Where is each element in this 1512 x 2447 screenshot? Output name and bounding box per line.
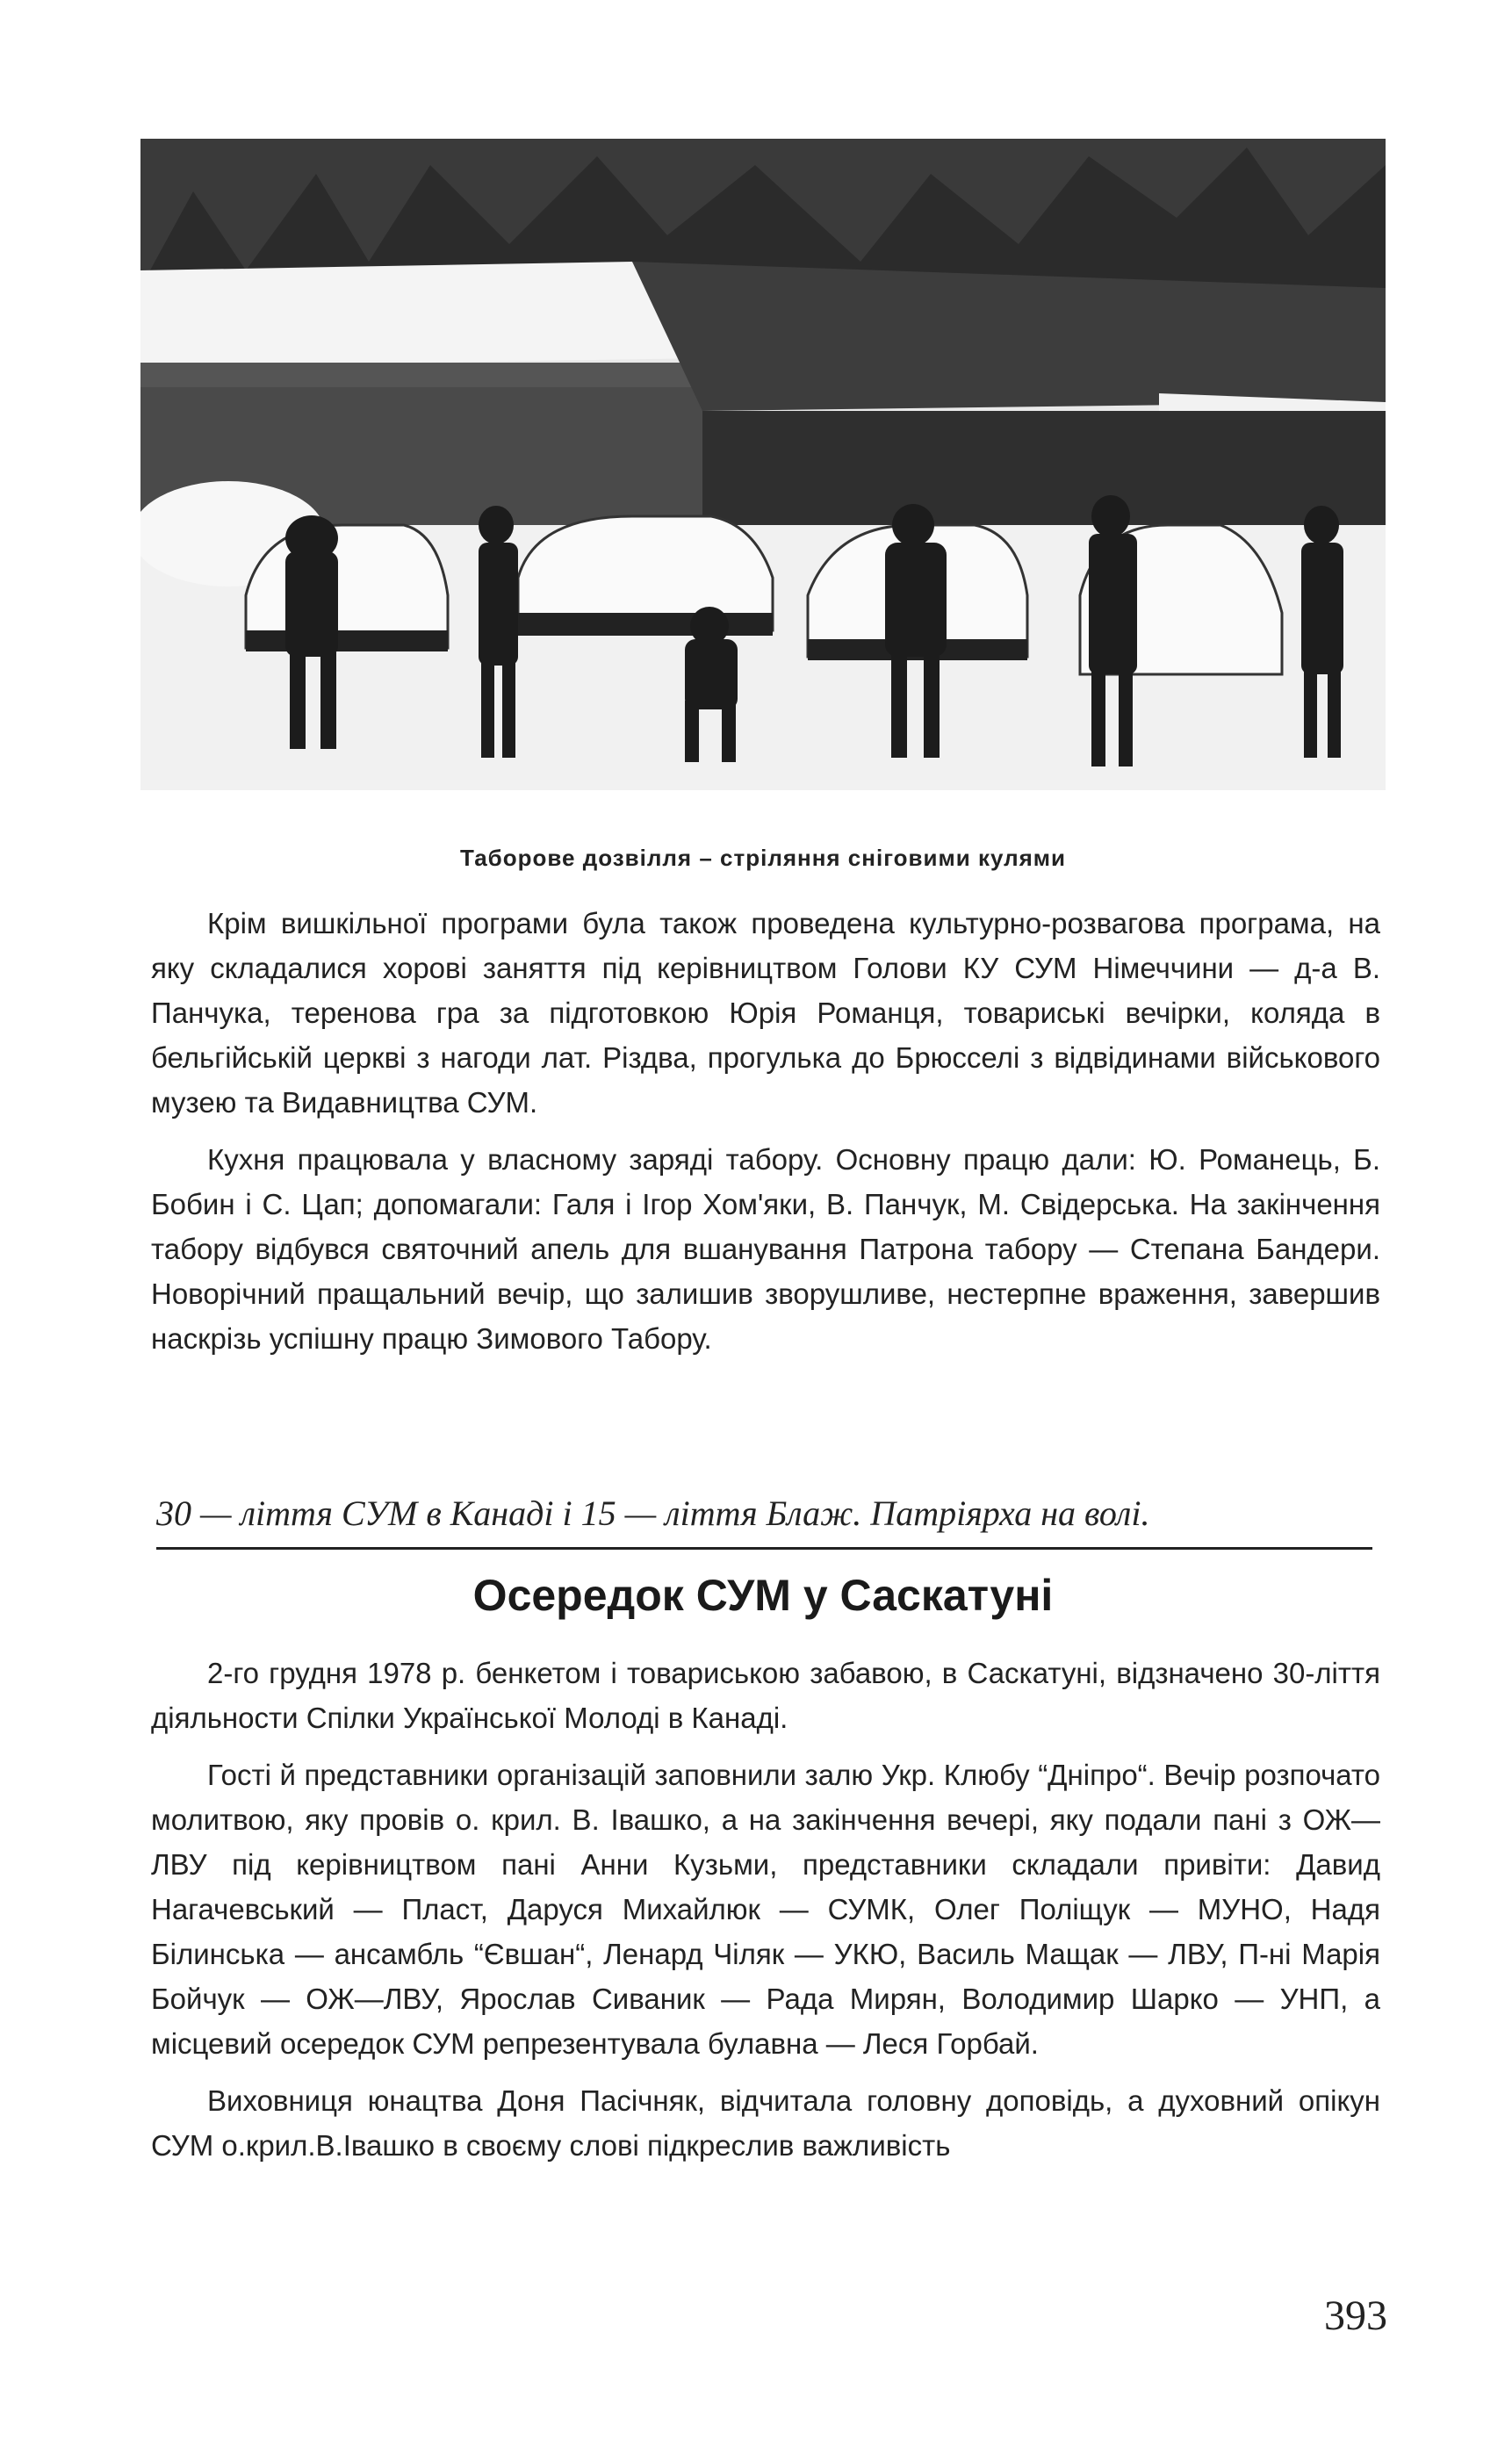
caption-right: стріляння сніговими кулями — [720, 845, 1067, 871]
winter-camp-photo — [140, 139, 1386, 790]
paragraph: Крім вишкільної програми була також проведена культурно-розвагова програма, на яку складалися хорові заняття під керівництвом Голови КУ СУМ Німеччини — д-а В. Панчука, теренова гра за підготовкою Юрія Романця, товариські вечірки, коляда в бельгійській церкві з нагоди лат. Різдва, прогулька до Брюсселі з відвідинами військового музею та Видавництва СУМ. — [151, 907, 1380, 1119]
caption-dash: – — [699, 845, 713, 871]
page-number: 393 — [1324, 2292, 1387, 2339]
heading-rule — [156, 1547, 1372, 1550]
paragraph: Гості й представники організацій заповнили залю Укр. Клюбу “Дніпро“. Вечір розпочато молитвою, яку провів о. крил. В. Івашко, а на закінчення вечері, яку подали пані з ОЖ—ЛВУ під керівництвом пані Анни Кузьми, представники складали привіти: Давид Нагачевський — Пласт, Даруся Михайлюк — СУМК, Олег Поліщук — МУНО, Надя Білинська — ансамбль “Євшан“, Ленард Чіляк — УКЮ, Василь Мащак — ЛВУ, П-ні Марія Бойчук — ОЖ—ЛВУ, Ярослав Сиваник — Рада Мирян, Володимир Шарко — УНП, а місцевий осередок СУМ репрезентувала булавна — Леся Горбай. — [151, 1759, 1380, 2060]
paragraph: 2-го грудня 1978 р. бенкетом і товариською забавою, в Саскатуні, відзначено 30-ліття діяльности Спілки Української Молоді в Канаді. — [151, 1657, 1380, 1734]
photo-illustration — [140, 139, 1386, 790]
paragraph: Виховниця юнацтва Доня Пасічняк, відчитала головну доповідь, а духовний опікун СУМ о.крил.В.Івашко в своєму слові підкреслив важливість — [151, 2084, 1380, 2162]
saskatoon-report-text — [151, 1651, 1380, 2168]
anniversary-heading: 30 — ліття СУМ в Канаді і 15 — ліття Блаж. Патріярха на волі. — [156, 1493, 1150, 1533]
paragraph: Кухня працювала у власному заряді табору. Основну працю дали: Ю. Романець, Б. Бобин і С. Цап; допомагали: Галя і Ігор Хом'яки, В. Панчук, М. Свідерська. На закінчення табору відбувся святочний апель для вшанування Патрона табору — Степана Бандери. Новорічний пращальний вечір, що залишив зворушливе, нестерпне враження, завершив наскрізь успішну працю Зимового Табору. — [151, 1143, 1380, 1355]
photo-caption — [140, 845, 1386, 872]
caption-left: Таборове дозвілля — [459, 845, 693, 871]
section-title: Осередок СУМ у Саскатуні — [472, 1571, 1054, 1620]
camp-report-text — [151, 901, 1380, 1361]
